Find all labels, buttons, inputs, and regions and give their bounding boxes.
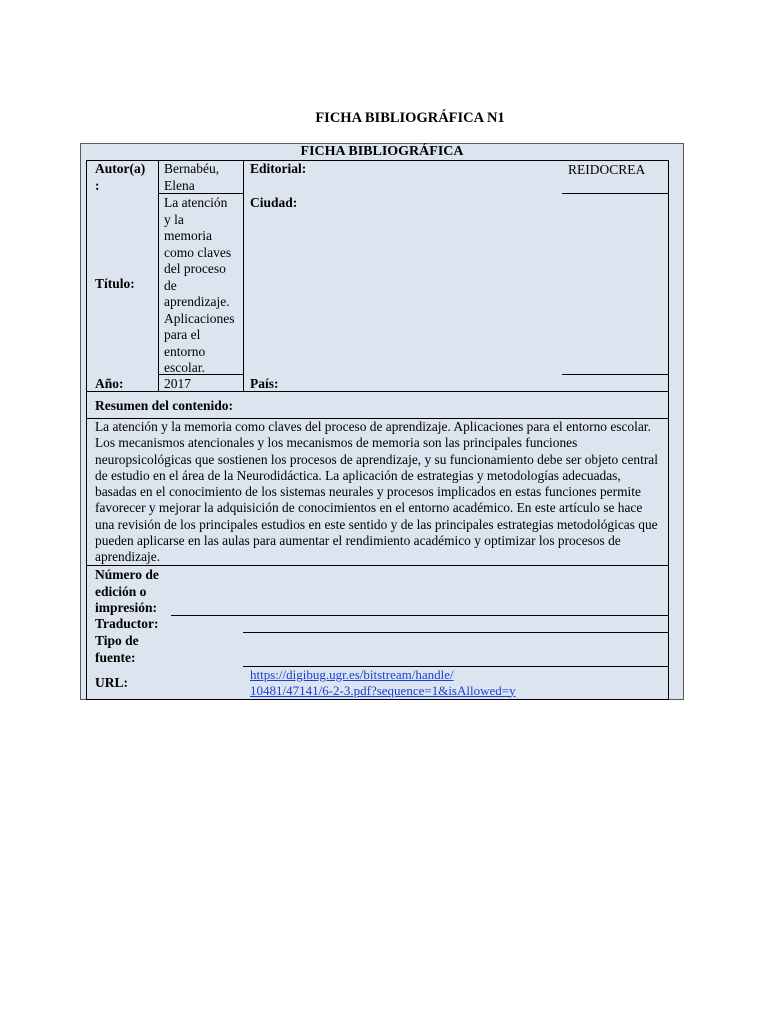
author-label: Autor(a) : — [95, 161, 146, 193]
url-label: URL: — [95, 675, 128, 690]
edition-underline — [171, 615, 668, 616]
author-value: Bernabéu, Elena — [164, 161, 220, 193]
edition-label: Número de edición o impresión: — [95, 567, 159, 615]
summary-text: La atención y la memoria como claves del proceso de aprendizaje. Aplicaciones para el entorno escolar. Los mecanismos atencionales y los mecanismos de memoria son las principales funciones neuropsicológicas que sostienen los procesos de aprendizaje, y su funcionamiento debe ser objeto central de estudio en el área de la Neurodidáctica. La aplicación de estrategias y metodologías adecuadas, basadas en el conocimiento de los sistemas neurales y procesos implicados en estas funciones permite favorecer y mejorar la adquisición de conocimientos en el entorno académico. En este artículo se hace una revisión de los principales estudios en este sentido y de las principales estrategias metodológicas que pueden aplicarse en las aulas para aumentar el rendimiento académico y optimizar los procesos de aprendizaje. — [95, 419, 658, 565]
translator-label: Traductor: — [95, 616, 159, 631]
city-label: Ciudad: — [250, 195, 298, 210]
card-header: FICHA BIBLIOGRÁFICA — [300, 144, 464, 159]
year-value: 2017 — [164, 376, 191, 391]
title-label: Título: — [95, 276, 135, 291]
url-link[interactable]: https://digibug.ugr.es/bitstream/handle/ 10481/47141/6-2-3.pdf?sequence=1&isAllowed=y — [250, 667, 516, 698]
table-right-border — [668, 160, 669, 700]
label-column-divider — [158, 160, 159, 391]
summary-label: Resumen del contenido: — [95, 398, 233, 413]
city-underline — [562, 374, 668, 375]
translator-underline — [243, 632, 668, 633]
year-label: Año: — [95, 376, 124, 391]
middle-column-divider — [243, 160, 244, 391]
country-label: País: — [250, 376, 279, 391]
editorial-label: Editorial: — [250, 161, 307, 176]
editorial-underline — [562, 193, 668, 194]
source-type-label: Tipo de fuente: — [95, 633, 139, 665]
page-title: FICHA BIBLIOGRÁFICA N1 — [315, 110, 505, 126]
table-left-border — [86, 160, 87, 700]
title-value: La atención y la memoria como claves del proceso de aprendizaje. Aplicaciones para el entorno escolar. — [164, 195, 235, 375]
editorial-value: REIDOCREA — [568, 162, 646, 177]
table-bottom-border — [86, 699, 669, 700]
